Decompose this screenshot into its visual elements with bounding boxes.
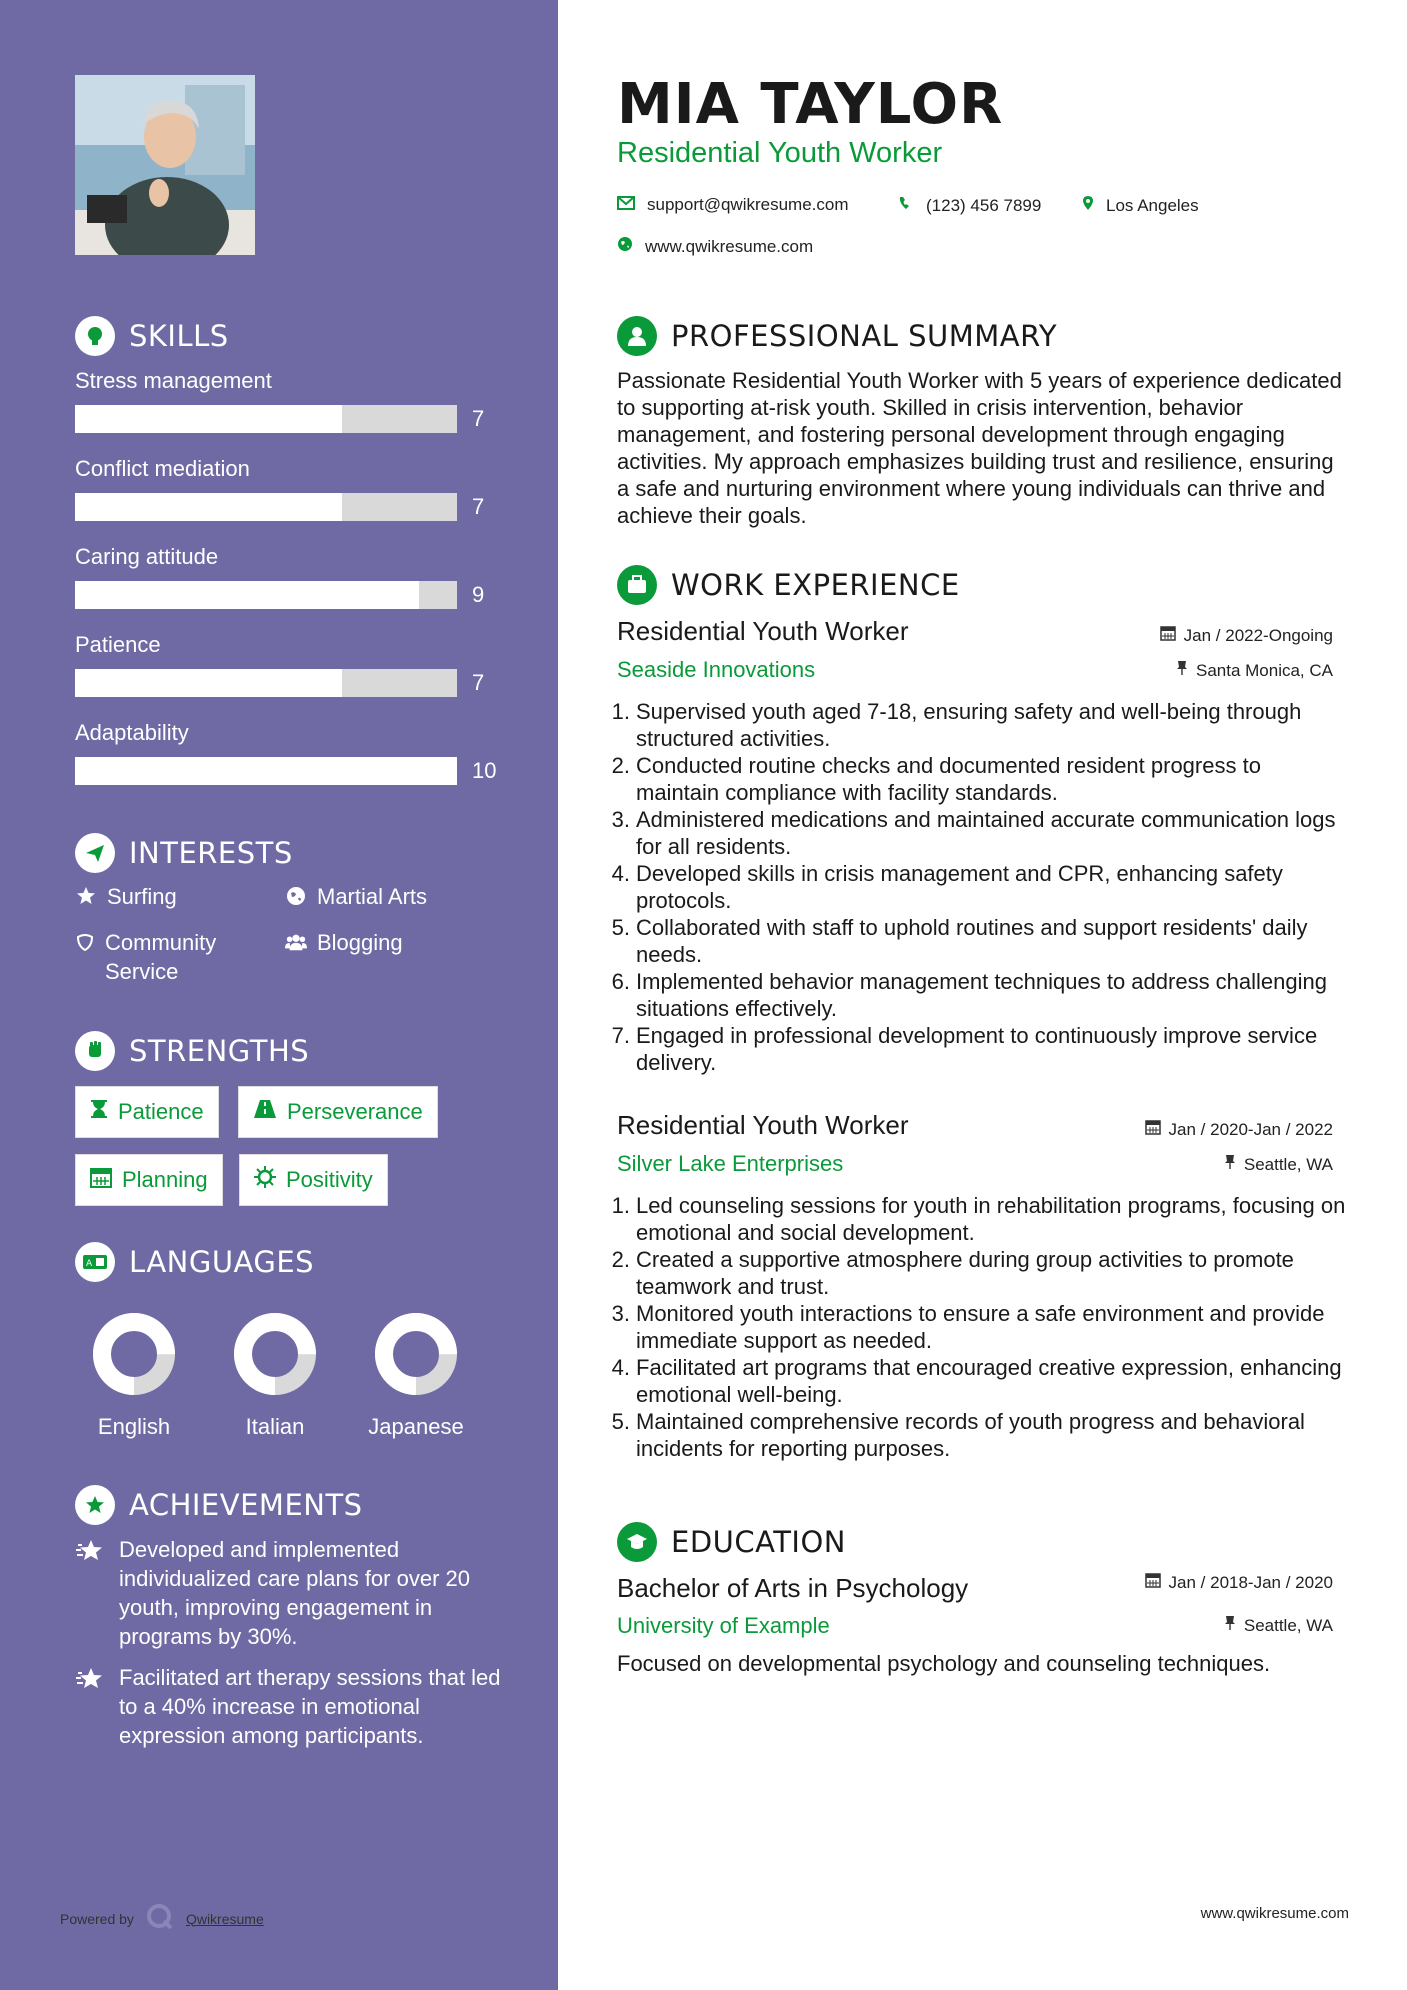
job-dates bbox=[1145, 1119, 1333, 1140]
bullet-number: 5. bbox=[611, 1409, 630, 1434]
interest-label: Surfing bbox=[107, 884, 177, 909]
star-burst-icon bbox=[75, 1535, 107, 1651]
interest-label: Martial Arts bbox=[317, 884, 428, 909]
job-bullet bbox=[608, 752, 1348, 806]
phone-text[interactable]: (123) 456 7899 bbox=[926, 195, 1042, 215]
bullet-text: Supervised youth aged 7-18, ensuring safety and well-being through structured activities. bbox=[636, 699, 1302, 751]
strengths-heading bbox=[75, 1031, 309, 1071]
job-location bbox=[1224, 1154, 1333, 1175]
interests-title: INTERESTS bbox=[129, 836, 293, 870]
language-name: Italian bbox=[245, 1414, 305, 1439]
interest-item bbox=[75, 928, 275, 986]
bullet-text: Monitored youth interactions to ensure a safe environment and provide immediate support as needed. bbox=[636, 1301, 1325, 1353]
strengths-title: STRENGTHS bbox=[129, 1034, 310, 1068]
graduation-cap-icon bbox=[617, 1522, 657, 1562]
envelope-icon bbox=[617, 195, 635, 215]
job-bullet bbox=[608, 698, 1348, 752]
achievements-heading bbox=[75, 1485, 363, 1525]
job-bullet bbox=[608, 914, 1348, 968]
job-bullet bbox=[608, 860, 1348, 914]
skill-bar-track bbox=[75, 493, 457, 521]
languages-title: LANGUAGES bbox=[129, 1245, 315, 1279]
email-text[interactable]: support@qwikresume.com bbox=[647, 195, 849, 214]
language-name: English bbox=[97, 1414, 171, 1439]
strength-label: Planning bbox=[122, 1167, 208, 1192]
language-ring bbox=[233, 1312, 317, 1396]
powered-by-label: Powered by bbox=[60, 1910, 134, 1927]
globe-icon bbox=[285, 882, 307, 906]
bullet-number: 4. bbox=[611, 1355, 630, 1380]
job-location-text: Seattle, WA bbox=[1243, 1154, 1333, 1174]
location-text: Los Angeles bbox=[1106, 195, 1199, 215]
summary-title: PROFESSIONAL SUMMARY bbox=[671, 319, 1058, 353]
skill-value: 7 bbox=[472, 494, 485, 519]
candidate-role: Residential Youth Worker bbox=[617, 137, 943, 169]
footer-url[interactable]: www.qwikresume.com bbox=[1200, 1905, 1349, 1922]
interest-label: Community Service bbox=[105, 930, 217, 984]
achievement-item bbox=[75, 1663, 505, 1750]
skill-bar-fill bbox=[75, 493, 342, 521]
pushpin-icon bbox=[1224, 1615, 1236, 1636]
hourglass-icon bbox=[90, 1099, 108, 1125]
bullet-number: 3. bbox=[611, 1301, 630, 1326]
bullet-text: Engaged in professional development to continuously improve service delivery. bbox=[636, 1023, 1318, 1075]
education-location-text: Seattle, WA bbox=[1243, 1615, 1333, 1635]
bullet-text: Facilitated art programs that encouraged creative expression, enhancing emotional well-being. bbox=[636, 1355, 1342, 1407]
education-description: Focused on developmental psychology and counseling techniques. bbox=[617, 1651, 1271, 1676]
user-icon bbox=[617, 316, 657, 356]
bullet-text: Collaborated with staff to uphold routines and support residents' daily needs. bbox=[636, 915, 1308, 967]
job-title: Residential Youth Worker bbox=[617, 616, 909, 646]
bullet-number: 5. bbox=[611, 915, 630, 940]
summary-text: Passionate Residential Youth Worker with 5 years of experience dedicated to supporting at-risk youth. Skilled in crisis intervention, behavior management, and fostering personal development through engaging activities. My approach emphasizes building trust and resilience, ensuring a safe and nurturing environment where young individuals can thrive and achieve their goals. bbox=[617, 368, 1342, 528]
language-icon bbox=[75, 1242, 115, 1282]
education-heading bbox=[617, 1522, 846, 1562]
candidate-name: MIA TAYLOR bbox=[617, 72, 1004, 137]
job-dates-text: Jan / 2020-Jan / 2022 bbox=[1168, 1119, 1333, 1139]
map-pin-icon bbox=[1082, 195, 1094, 216]
calendar-icon bbox=[1145, 1572, 1161, 1593]
interest-item bbox=[285, 928, 403, 957]
skill-name: Conflict mediation bbox=[75, 456, 250, 481]
job-dates-text: Jan / 2022-Ongoing bbox=[1183, 625, 1333, 645]
bullet-text: Administered medications and maintained accurate communication logs for all residents. bbox=[636, 807, 1336, 859]
contact-email bbox=[617, 195, 849, 215]
paper-plane-icon bbox=[75, 833, 115, 873]
skill-bar-fill bbox=[75, 757, 457, 785]
website-text[interactable]: www.qwikresume.com bbox=[645, 236, 814, 256]
qwikresume-logo-icon bbox=[146, 1903, 174, 1934]
job-company: Silver Lake Enterprises bbox=[617, 1151, 844, 1176]
job-bullets bbox=[608, 698, 1348, 1076]
skill-bar-track bbox=[75, 757, 457, 785]
skill-value: 7 bbox=[472, 670, 485, 695]
bullet-number: 1. bbox=[611, 699, 630, 724]
skill-bar-track bbox=[75, 669, 457, 697]
skill-value: 10 bbox=[472, 758, 497, 783]
experience-heading bbox=[617, 565, 960, 605]
powered-by bbox=[60, 1903, 264, 1934]
bullet-text: Maintained comprehensive records of youth progress and behavioral incidents for reporting purposes. bbox=[636, 1409, 1305, 1461]
job-bullet bbox=[608, 1408, 1348, 1462]
education-dates-text: Jan / 2018-Jan / 2020 bbox=[1168, 1572, 1333, 1592]
strength-label: Patience bbox=[118, 1099, 204, 1124]
skill-bar-fill bbox=[75, 581, 419, 609]
interest-item bbox=[75, 882, 177, 911]
language-name: Japanese bbox=[368, 1414, 464, 1439]
summary-heading bbox=[617, 316, 1057, 356]
job-bullet bbox=[608, 1192, 1348, 1246]
fist-icon bbox=[75, 1031, 115, 1071]
bullet-number: 4. bbox=[611, 861, 630, 886]
road-icon bbox=[253, 1099, 277, 1125]
achievement-item bbox=[75, 1535, 505, 1651]
school-name: University of Example bbox=[617, 1613, 830, 1638]
svg-text:A: A bbox=[86, 1259, 93, 1269]
experience-title: WORK EXPERIENCE bbox=[671, 568, 960, 602]
globe-icon bbox=[617, 236, 633, 257]
job-bullets bbox=[608, 1192, 1348, 1462]
contact-phone bbox=[898, 195, 1041, 216]
strength-label: Perseverance bbox=[287, 1099, 423, 1124]
bullet-number: 3. bbox=[611, 807, 630, 832]
skill-name: Adaptability bbox=[75, 720, 189, 745]
skill-bar-track bbox=[75, 405, 457, 433]
language-ring bbox=[92, 1312, 176, 1396]
star-burst-icon bbox=[75, 1663, 107, 1750]
languages-heading bbox=[75, 1242, 314, 1282]
bullet-number: 2. bbox=[611, 753, 630, 778]
achievement-text: Developed and implemented individualized care plans for over 20 youth, improving engagement in programs by 30%. bbox=[119, 1537, 470, 1649]
skill-name: Patience bbox=[75, 632, 161, 657]
contact-website bbox=[617, 236, 813, 257]
strength-badge bbox=[239, 1154, 388, 1206]
bullet-text: Developed skills in crisis management and CPR, enhancing safety protocols. bbox=[636, 861, 1283, 913]
phone-icon bbox=[898, 195, 914, 216]
job-bullet bbox=[608, 1022, 1348, 1076]
skill-bar-fill bbox=[75, 405, 342, 433]
interest-label: Blogging bbox=[317, 930, 403, 955]
skill-bar-fill bbox=[75, 669, 342, 697]
job-bullet bbox=[608, 1246, 1348, 1300]
bullet-text: Led counseling sessions for youth in rehabilitation programs, focusing on emotional and social development. bbox=[636, 1193, 1346, 1245]
qwikresume-link[interactable]: Qwikresume bbox=[185, 1910, 264, 1927]
sun-icon bbox=[254, 1166, 276, 1194]
job-title: Residential Youth Worker bbox=[617, 1110, 909, 1140]
bullet-text: Implemented behavior management techniques to address challenging situations effectively. bbox=[636, 969, 1327, 1021]
education-location bbox=[1224, 1615, 1333, 1636]
language-ring bbox=[374, 1312, 458, 1396]
bullet-number: 7. bbox=[611, 1023, 630, 1048]
calendar-icon bbox=[1145, 1119, 1161, 1140]
interests-heading bbox=[75, 833, 293, 873]
bullet-text: Conducted routine checks and documented resident progress to maintain compliance with facility standards. bbox=[636, 753, 1261, 805]
job-bullet bbox=[608, 806, 1348, 860]
skill-value: 9 bbox=[472, 582, 485, 607]
star-icon bbox=[75, 882, 97, 906]
sidebar bbox=[0, 0, 558, 1990]
skill-name: Stress management bbox=[75, 368, 272, 393]
job-bullet bbox=[608, 1300, 1348, 1354]
job-location bbox=[1176, 660, 1333, 681]
skill-name: Caring attitude bbox=[75, 544, 219, 569]
contact-location bbox=[1082, 195, 1199, 216]
job-bullet bbox=[608, 968, 1348, 1022]
education-dates bbox=[1145, 1572, 1333, 1593]
trophy-star-icon bbox=[75, 1485, 115, 1525]
skill-bar-track bbox=[75, 581, 457, 609]
achievements-title: ACHIEVEMENTS bbox=[129, 1488, 363, 1522]
skills-heading bbox=[75, 316, 229, 356]
job-dates bbox=[1160, 625, 1333, 646]
skill-value: 7 bbox=[472, 406, 485, 431]
briefcase-icon bbox=[617, 565, 657, 605]
achievement-text: Facilitated art therapy sessions that led to a 40% increase in emotional expression among participants. bbox=[119, 1665, 501, 1748]
education-title: EDUCATION bbox=[671, 1525, 847, 1559]
job-bullet bbox=[608, 1354, 1348, 1408]
lightbulb-icon bbox=[75, 316, 115, 356]
bullet-text: Created a supportive atmosphere during group activities to promote teamwork and trust. bbox=[636, 1247, 1294, 1299]
bullet-number: 6. bbox=[611, 969, 630, 994]
degree-title: Bachelor of Arts in Psychology bbox=[617, 1573, 969, 1603]
calendar-icon bbox=[90, 1166, 112, 1194]
profile-photo bbox=[75, 75, 255, 255]
bullet-number: 1. bbox=[611, 1193, 630, 1218]
calendar-icon bbox=[1160, 625, 1176, 646]
job-location-text: Santa Monica, CA bbox=[1195, 660, 1333, 680]
job-company: Seaside Innovations bbox=[617, 657, 816, 682]
users-icon bbox=[285, 928, 307, 952]
strength-badge bbox=[75, 1086, 219, 1138]
bullet-number: 2. bbox=[611, 1247, 630, 1272]
skills-title: SKILLS bbox=[129, 319, 229, 353]
pushpin-icon bbox=[1224, 1154, 1236, 1175]
pushpin-icon bbox=[1176, 660, 1188, 681]
interest-item bbox=[285, 882, 427, 911]
strength-badge bbox=[75, 1154, 223, 1206]
strength-badge bbox=[238, 1086, 438, 1138]
shield-icon bbox=[75, 928, 95, 952]
strength-label: Positivity bbox=[286, 1167, 373, 1192]
